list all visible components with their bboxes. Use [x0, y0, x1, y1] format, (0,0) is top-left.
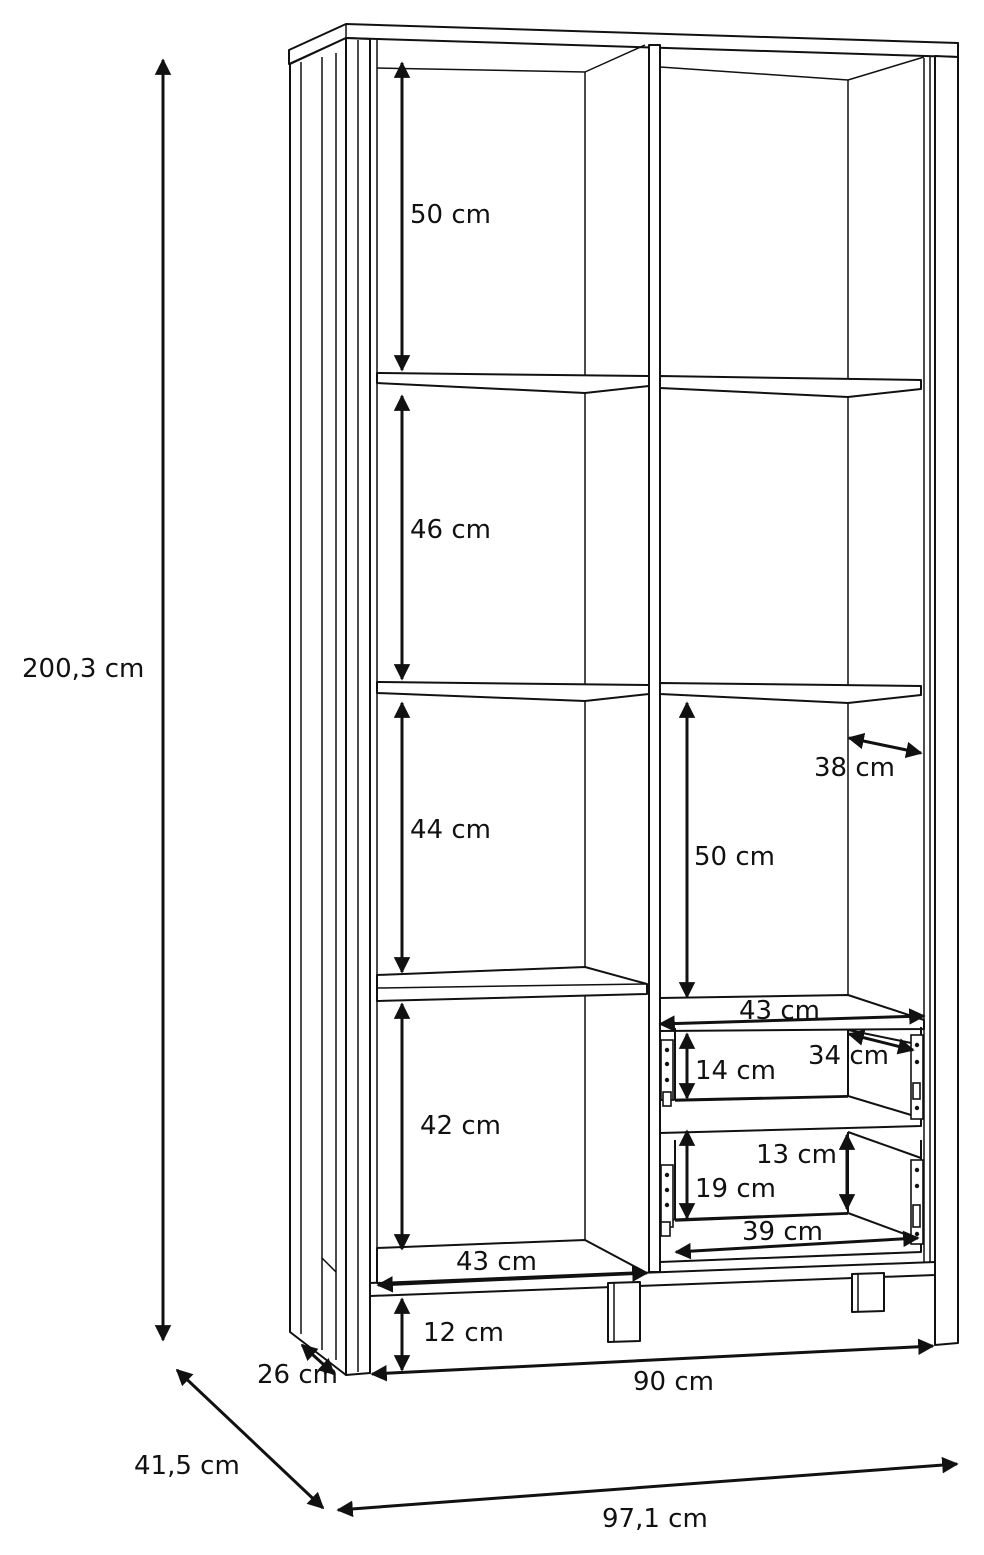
arrow-shelf-depth	[849, 738, 921, 753]
right-front-post	[935, 56, 958, 1345]
label-shelf-depth: 38 cm	[814, 753, 895, 783]
label-drawer-inner-height: 13 cm	[756, 1140, 837, 1170]
label-left-shelf-2: 46 cm	[410, 515, 491, 545]
label-left-shelf-1: 50 cm	[410, 200, 491, 230]
label-drawer-width: 43 cm	[739, 996, 820, 1026]
label-left-shelf-4: 42 cm	[420, 1111, 501, 1141]
label-total-height: 200,3 cm	[22, 654, 145, 684]
label-plinth-height: 12 cm	[423, 1318, 504, 1348]
shelf-left-2	[377, 682, 649, 701]
label-inner-width: 90 cm	[633, 1367, 714, 1397]
label-left-shelf-3: 44 cm	[410, 815, 491, 845]
label-total-width: 97,1 cm	[602, 1504, 708, 1534]
back-leg-right	[852, 1273, 884, 1312]
label-drawer-bottom-height: 19 cm	[695, 1174, 776, 1204]
shelf-right-2	[660, 683, 921, 703]
top-board	[289, 24, 958, 64]
dimension-arrows	[163, 60, 957, 1510]
label-right-open-height: 50 cm	[694, 842, 775, 872]
left-side-panel	[290, 38, 346, 1375]
label-drawer-depth: 34 cm	[808, 1041, 889, 1071]
dimension-labels	[22, 200, 895, 1534]
label-total-depth: 41,5 cm	[134, 1451, 240, 1481]
shelf-left-1	[377, 373, 649, 393]
label-drawer-inner-width: 39 cm	[742, 1217, 823, 1247]
label-left-bottom-width: 43 cm	[456, 1247, 537, 1277]
shelf-right-1	[660, 376, 921, 397]
center-divider	[649, 45, 660, 1272]
arrow-total-depth	[177, 1370, 323, 1508]
label-drawer-top-height: 14 cm	[695, 1056, 776, 1086]
label-plinth-depth: 26 cm	[257, 1360, 338, 1390]
back-leg-left	[608, 1282, 640, 1342]
